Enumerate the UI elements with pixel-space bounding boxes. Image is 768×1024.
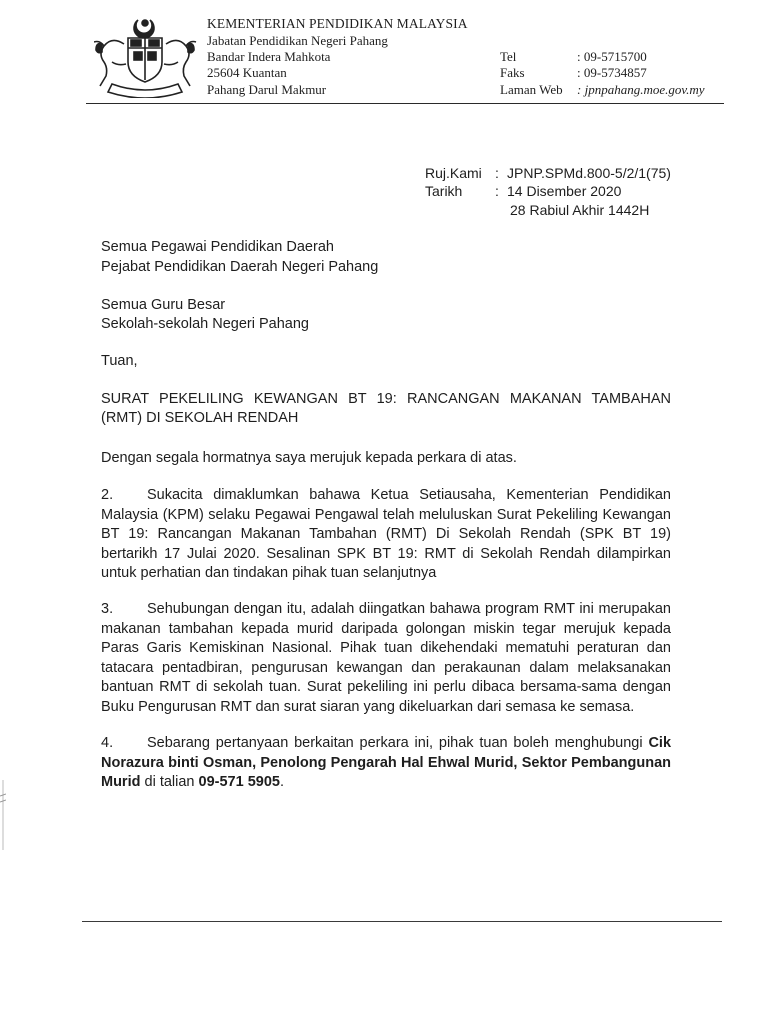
subject-line: (RMT) DI SEKOLAH RENDAH <box>101 410 299 426</box>
subject-line: SURAT PEKELILING KEWANGAN BT 19: RANCANGAN MAKANAN TAMBAHAN <box>101 391 671 407</box>
header-divider <box>86 103 724 104</box>
contact-person: Cik Norazura binti Osman, Penolong Pengarah Hal Ehwal Murid, Sektor Pembangunan Murid <box>101 735 672 791</box>
hijri-date: 28 Rabiul Akhir 1442H <box>510 202 650 218</box>
paragraph-text: Sukacita dimaklumkan bahawa Ketua Setiausaha, Kementerian Pendidikan Malaysia (KPM) selaku Pegawai Pengawal telah meluluskan Surat Pekeliling Kewangan BT 19: Rancangan Makanan Tambahan (RMT) Di Sekolah Rendah (SPK BT 19) bertarikh 17 Julai 2020. Sesalinan SPK BT 19: RMT di Sekolah Rendah dilampirkan untuk perhatian dan tindakan pihak tuan selanjutnya <box>101 487 671 582</box>
fax-value: : 09-5734857 <box>577 65 647 80</box>
date-value: 14 Disember 2020 <box>507 183 622 199</box>
contact-phone: 09-571 5905 <box>198 774 280 791</box>
paragraph-text: Sehubungan dengan itu, adalah diingatkan bahawa program RMT ini merupakan makanan tambahan kepada murid daripada golongan miskin tegar merujuk kepada Paras Garis Kemiskinan Nasional. Pihak tuan dikehendaki mematuhi peraturan dan tatacara pentadbiran, pengurusan kewangan dan perakaunan dalam melaksanakan bantuan RMT di sekolah tuan. Surat pekeliling ini perlu dibaca bersama-sama dengan Buku Pengurusan RMT dan surat siaran yang dikeluarkan dari semasa ke semasa. <box>101 601 671 715</box>
paragraph-3 <box>101 600 671 718</box>
paragraph-2 <box>101 486 671 584</box>
scan-mark <box>0 780 6 850</box>
address-line: 25604 Kuantan <box>207 65 287 80</box>
paragraph-number: 3. <box>101 601 114 617</box>
recipient-line: Pejabat Pendidikan Daerah Negeri Pahang <box>101 259 379 275</box>
paragraph-4 <box>101 734 671 793</box>
paragraph-text: di talian <box>144 774 195 791</box>
salutation: Tuan, <box>101 353 138 369</box>
date-colon: : <box>495 183 499 199</box>
address-line: Bandar Indera Mahkota <box>207 49 331 64</box>
tel-label: Tel <box>500 49 517 64</box>
coat-of-arms-icon <box>94 14 198 98</box>
footer-divider <box>82 921 722 922</box>
reference-number: JPNP.SPMd.800-5/2/1(75) <box>507 165 671 181</box>
intro-sentence: Dengan segala hormatnya saya merujuk kepada perkara di atas. <box>101 450 517 466</box>
ministry-name: KEMENTERIAN PENDIDIKAN MALAYSIA <box>207 16 468 31</box>
paragraph-number: 2. <box>101 487 114 503</box>
recipient-line: Semua Guru Besar <box>101 297 226 313</box>
address-line: Jabatan Pendidikan Negeri Pahang <box>207 33 388 48</box>
address-line: Pahang Darul Makmur <box>207 82 327 97</box>
recipient-line: Semua Pegawai Pendidikan Daerah <box>101 239 334 255</box>
reference-label: Ruj.Kami <box>425 165 482 181</box>
paragraph-text: Sebarang pertanyaan berkaitan perkara ini, pihak tuan boleh menghubungi <box>147 735 643 751</box>
website-value: : jpnpahang.moe.gov.my <box>577 82 705 97</box>
reference-colon: : <box>495 165 499 181</box>
fax-label: Faks <box>500 65 525 80</box>
paragraph-text: . <box>279 774 284 791</box>
paragraph-number: 4. <box>101 735 114 751</box>
tel-value: : 09-5715700 <box>577 49 647 64</box>
date-label: Tarikh <box>425 183 463 199</box>
website-label: Laman Web <box>500 82 563 97</box>
recipient-line: Sekolah-sekolah Negeri Pahang <box>101 316 309 332</box>
